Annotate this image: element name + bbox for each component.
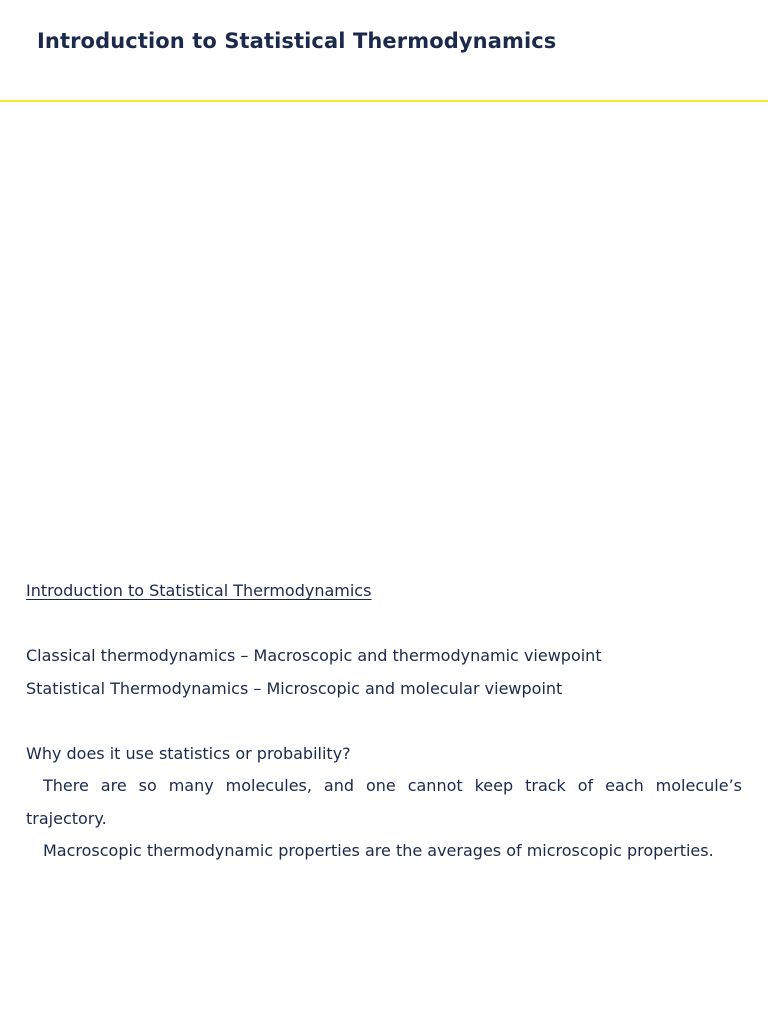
blank-line [26,608,742,641]
page-title: Introduction to Statistical Thermodynamics [37,29,557,53]
viewpoint-classical: Classical thermodynamics – Macroscopic and thermodynamic viewpoint [26,646,602,665]
section-heading: Introduction to Statistical Thermodynamics [26,581,372,600]
slide-body [26,575,742,868]
blank-line [26,705,742,738]
answer-paragraph: Macroscopic thermodynamic properties are the averages of microscopic properties. [43,841,714,860]
answer-paragraph: There are so many molecules, and one cannot keep track of each molecule’s trajectory. [26,776,742,828]
slide-header [0,0,768,102]
question-text: Why does it use statistics or probability? [26,743,351,763]
viewpoint-statistical: Statistical Thermodynamics – Microscopic and molecular viewpoint [26,678,563,698]
